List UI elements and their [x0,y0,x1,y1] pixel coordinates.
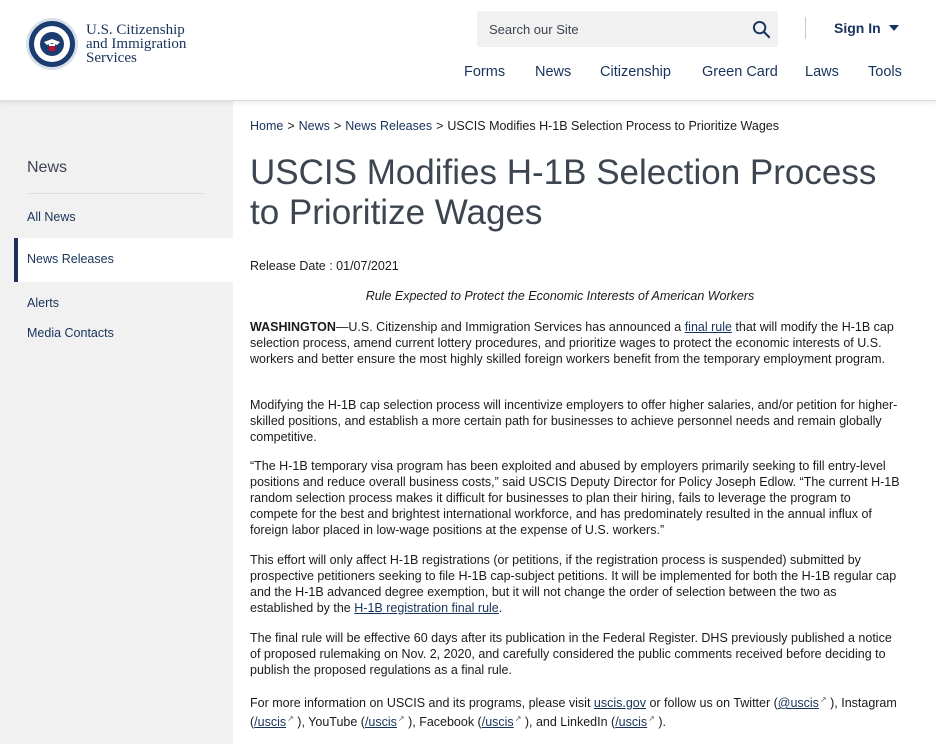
nav-news[interactable]: News [535,64,572,80]
nav-citizenship[interactable]: Citizenship [600,64,671,80]
breadcrumb-separator: > [436,119,444,133]
breadcrumb-home[interactable]: Home [250,119,284,133]
instagram-link[interactable]: /uscis [254,715,287,730]
facebook-link[interactable]: /uscis [481,715,514,730]
breadcrumb-current: USCIS Modifies H-1B Selection Process to Prioritize Wages [447,119,779,133]
paragraph-1-text-a: —U.S. Citizenship and Immigration Services has announced a [335,320,685,334]
search-input[interactable] [489,22,739,37]
paragraph-6-text: or follow us on Twitter ( [646,696,778,711]
paragraph-4-text-b: . [498,601,503,615]
site-search [477,11,778,47]
paragraph-5: The final rule will be effective 60 days after its publication in the Federal Register. DHS previously published a notice of proposed rulemaking on Nov. 2, 2020, and carefully considered the public comments received before deciding to publish the proposed regulations as a final rule. [250,631,892,677]
final-rule-link[interactable]: final rule [684,320,732,334]
agency-name-line3: Services [86,50,137,66]
sidebar-item-media-contacts[interactable]: Media Contacts [27,326,114,340]
external-link-icon: ↗ [514,714,522,724]
sidebar-item-news-releases[interactable]: News Releases [27,252,114,266]
search-button[interactable] [750,18,772,40]
paragraph-1 [250,319,902,367]
breadcrumb-news[interactable]: News [298,119,330,133]
paragraph-4-text-a: This effort will only affect H-1B registrations (or petitions, if the registration process is suspended) submitted by prospective petitioners seeking to file H-1B cap-subject petitions. It will be implemented for both the H-1B regular cap and the H-1B advanced degree exemption, but it will not change the order of selection between the two as established by the [250,553,897,615]
nav-tools[interactable]: Tools [868,64,902,80]
youtube-link[interactable]: /uscis [364,715,397,730]
uscis-logo[interactable] [26,18,186,70]
uscis-gov-link[interactable]: uscis.gov [593,696,646,711]
page-title: USCIS Modifies H-1B Selection Process to Prioritize Wages [250,153,877,232]
paragraph-6-text: ). [654,715,666,730]
h1b-registration-rule-link[interactable]: H-1B registration final rule [354,601,499,615]
sign-in-label: Sign In [834,20,881,36]
breadcrumb-separator: > [333,119,342,133]
external-link-icon: ↗ [397,714,405,724]
twitter-link[interactable]: @uscis [777,696,819,711]
dhs-seal-icon [26,18,78,70]
sidebar-item-all-news[interactable]: All News [27,210,76,224]
sidebar-divider [27,193,205,194]
article-subtitle: Rule Expected to Protect the Economic Interests of American Workers [365,289,755,303]
breadcrumb [250,119,779,133]
paragraph-3: “The H-1B temporary visa program has been exploited and abused by employers primarily seeking to fill entry-level positions and reduce overall business costs,” said USCIS Deputy Director for Policy Joseph Edlow. “The current H-1B random selection process makes it difficult for businesses to plan their hiring, fails to leverage the program to compete for the best and brightest international workforce, and has predominately resulted in the annual influx of foreign labor placed in low-wage positions at the expense of U.S. workers.” [250,459,900,537]
agency-name-line2: and Immigration [86,36,187,52]
breadcrumb-news-releases[interactable]: News Releases [345,119,433,133]
nav-laws[interactable]: Laws [805,64,839,80]
paragraph-4 [250,552,902,616]
external-link-icon: ↗ [287,714,294,724]
paragraph-6-text: ), Instagram ( [250,696,897,730]
site-header [0,0,936,101]
paragraph-1-text-b: that will modify the H-1B cap selection process, amend current lottery procedures, and prioritize wages to protect the economic interests of U.S. workers and better ensure the most highly skilled foreign workers benefit from the temporary employment program. [250,320,894,366]
sidebar [0,101,233,744]
sign-in-button[interactable] [834,20,899,36]
paragraph-6-text: ), YouTube ( [293,715,365,730]
release-date [250,259,399,273]
dateline: WASHINGTON [250,320,336,334]
paragraph-2: Modifying the H-1B cap selection process will incentivize employers to offer higher salaries, and/or petition for higher-skilled positions, and establish a more certain path for businesses to achieve personnel needs and remain globally competitive. [250,398,898,444]
release-date-value: 01/07/2021 [336,259,399,273]
sidebar-item-alerts[interactable]: Alerts [27,296,59,310]
linkedin-link[interactable]: /uscis [615,715,648,730]
header-divider [805,17,806,39]
external-link-icon: ↗ [648,714,655,724]
agency-name [86,23,186,65]
external-link-icon: ↗ [819,695,827,704]
nav-forms[interactable]: Forms [464,64,506,80]
release-date-label: Release Date : [250,259,333,273]
paragraph-6-text: ), and LinkedIn ( [521,715,616,730]
caret-down-icon [889,25,899,31]
search-icon [752,20,771,39]
breadcrumb-separator: > [287,119,295,133]
agency-name-line1: U.S. Citizenship [86,22,185,38]
sidebar-title: News [27,159,68,176]
paragraph-6-text: For more information on USCIS and its programs, please visit [250,696,594,711]
paragraph-6-text: ), Facebook ( [404,715,482,730]
paragraph-6 [250,692,902,730]
nav-green-card[interactable]: Green Card [702,64,778,80]
